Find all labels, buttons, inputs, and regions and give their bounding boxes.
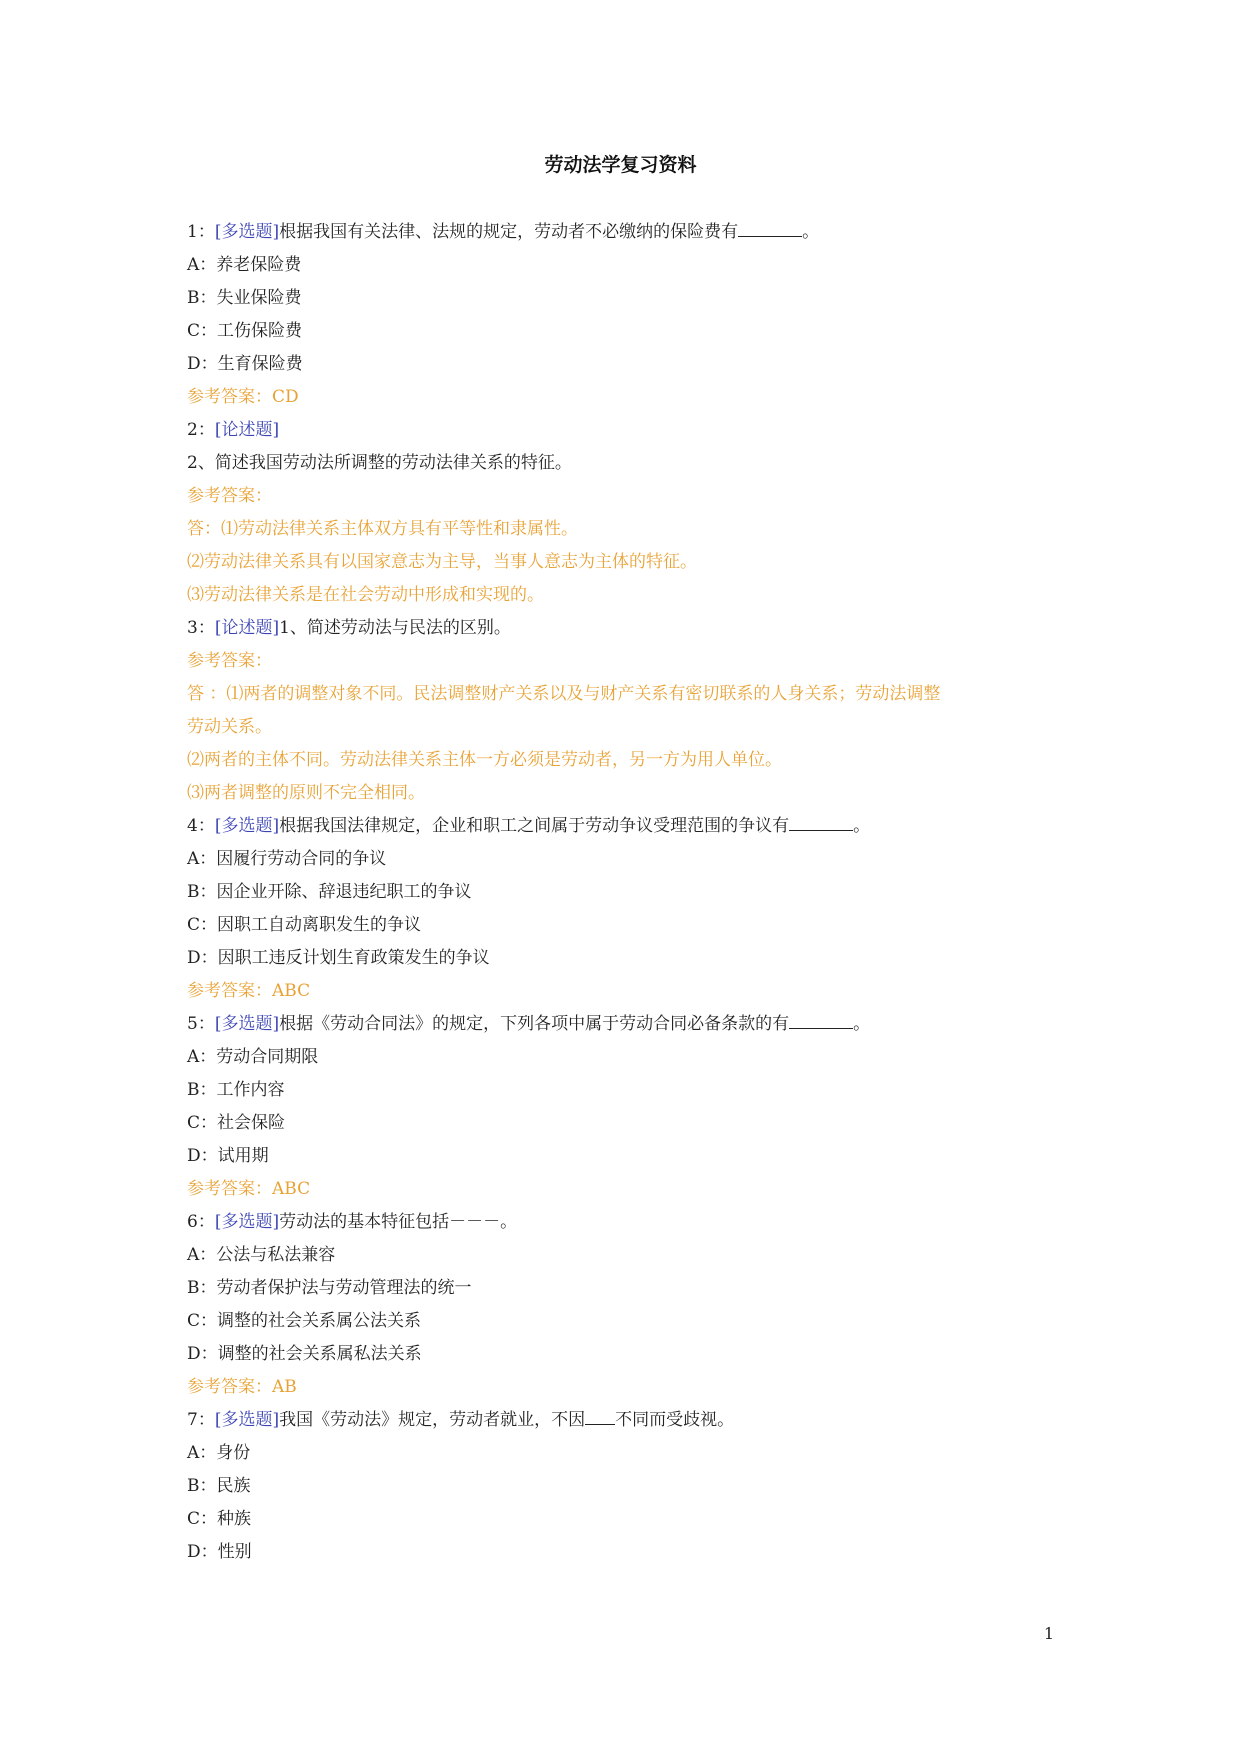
option-a: A：身份 <box>187 1443 251 1463</box>
answer-line: 答 ：⑴两者的调整对象不同。民法调整财产关系以及与财产关系有密切联系的人身关系；劳动法调整劳动关系。 <box>187 684 941 737</box>
question-text: 我国《劳动法》规定，劳动者就业，不因 <box>279 1410 586 1430</box>
answer-line: 答：⑴劳动法律关系主体双方具有平等性和隶属性。 <box>187 519 578 539</box>
question-number: 7： <box>187 1410 215 1430</box>
question-type-tag: [论述题] <box>214 618 280 638</box>
option-b: B：劳动者保护法与劳动管理法的统一 <box>187 1278 472 1298</box>
question-text: 根据《劳动合同法》的规定，下列各项中属于劳动合同必备条款的有 <box>279 1014 790 1034</box>
option-c: C：调整的社会关系属公法关系 <box>187 1311 422 1331</box>
question-3 <box>187 612 1057 645</box>
option-d: D：性别 <box>187 1542 252 1562</box>
question-text: 2、简述我国劳动法所调整的劳动法律关系的特征。 <box>187 453 572 473</box>
reference-answer: 参考答案：AB <box>187 1377 297 1397</box>
question-text: 根据我国法律规定，企业和职工之间属于劳动争议受理范围的争议有 <box>279 816 790 836</box>
question-type-tag: [多选题] <box>214 816 280 836</box>
page-number: 1 <box>1043 1624 1054 1643</box>
question-text: 劳动法的基本特征包括－－－。 <box>279 1212 518 1232</box>
option-b: B：工作内容 <box>187 1080 285 1100</box>
reference-answer: 参考答案：ABC <box>187 981 311 1001</box>
question-text: 根据我国有关法律、法规的规定，劳动者不必缴纳的保险费有 <box>279 222 739 242</box>
answer-line: ⑵两者的主体不同。劳动法律关系主体一方必须是劳动者，另一方为用人单位。 <box>187 750 782 770</box>
option-c: C：种族 <box>187 1509 252 1529</box>
question-type-tag: [论述题] <box>214 420 280 440</box>
reference-answer: 参考答案：CD <box>187 387 299 407</box>
option-d: D：调整的社会关系属私法关系 <box>187 1344 422 1364</box>
question-5 <box>187 1008 1057 1041</box>
question-6 <box>187 1206 1057 1239</box>
question-type-tag: [多选题] <box>214 222 280 242</box>
question-number: 6： <box>187 1212 215 1232</box>
answer-blank <box>738 221 802 237</box>
option-d: D：试用期 <box>187 1146 269 1166</box>
answer-blank <box>789 1013 853 1029</box>
question-number: 3： <box>187 618 215 638</box>
option-a: A：养老保险费 <box>187 255 302 275</box>
question-number: 5： <box>187 1014 215 1034</box>
reference-answer: 参考答案：ABC <box>187 1179 311 1199</box>
answer-blank <box>789 815 853 831</box>
question-number: 1： <box>187 222 215 242</box>
answer-blank <box>585 1409 615 1425</box>
question-number: 4： <box>187 816 215 836</box>
question-number: 2： <box>187 420 215 440</box>
question-text: 1、简述劳动法与民法的区别。 <box>279 618 511 638</box>
option-b: B：因企业开除、辞退违纪职工的争议 <box>187 882 472 902</box>
question-2 <box>187 414 1057 447</box>
document-title: 劳动法学复习资料 <box>544 154 697 176</box>
question-7 <box>187 1404 1057 1437</box>
answer-line: ⑶劳动法律关系是在社会劳动中形成和实现的。 <box>187 585 544 605</box>
question-text-end: 。 <box>853 816 871 836</box>
option-b: B：失业保险费 <box>187 288 302 308</box>
question-type-tag: [多选题] <box>214 1212 280 1232</box>
option-a: A：公法与私法兼容 <box>187 1245 336 1265</box>
option-a: A：因履行劳动合同的争议 <box>187 849 387 869</box>
question-type-tag: [多选题] <box>214 1014 280 1034</box>
question-1 <box>187 216 1057 249</box>
reference-answer-label: 参考答案： <box>187 486 272 506</box>
option-d: D：生育保险费 <box>187 354 303 374</box>
option-d: D：因职工违反计划生育政策发生的争议 <box>187 948 490 968</box>
question-text-end: 。 <box>853 1014 871 1034</box>
answer-line: ⑵劳动法律关系具有以国家意志为主导，当事人意志为主体的特征。 <box>187 552 697 572</box>
question-4 <box>187 810 1057 843</box>
option-c: C：社会保险 <box>187 1113 286 1133</box>
question-list <box>187 216 1057 1569</box>
option-a: A：劳动合同期限 <box>187 1047 319 1067</box>
option-c: C：因职工自动离职发生的争议 <box>187 915 422 935</box>
question-type-tag: [多选题] <box>214 1410 280 1430</box>
option-b: B：民族 <box>187 1476 251 1496</box>
question-text-end: 。 <box>802 222 820 242</box>
option-c: C：工伤保险费 <box>187 321 303 341</box>
question-text-end: 不同而受歧视。 <box>615 1410 735 1430</box>
reference-answer-label: 参考答案： <box>187 651 272 671</box>
answer-line: ⑶两者调整的原则不完全相同。 <box>187 783 425 803</box>
